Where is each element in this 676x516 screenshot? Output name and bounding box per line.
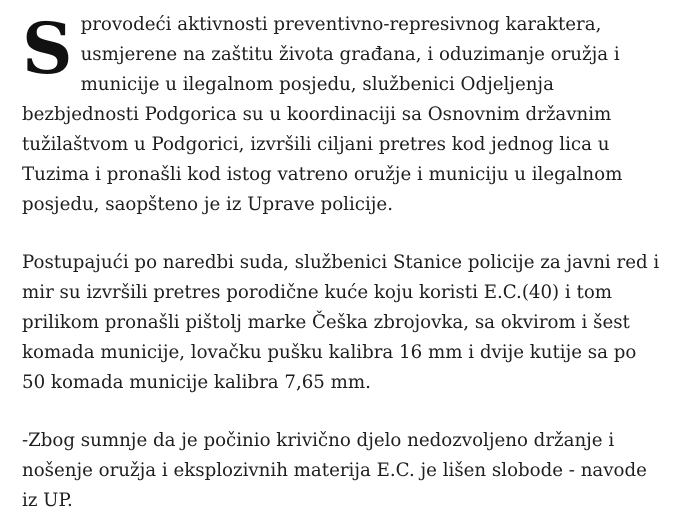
paragraph-3: -Zbog sumnje da je počinio krivično djelo nedozvoljeno držanje i nošenje oružja i eksplozivnih materija E.C. je lišen slobode - navode iz UP. <box>22 430 647 511</box>
paragraph-1 <box>22 7 662 220</box>
drop-cap: S <box>22 7 73 90</box>
article-body <box>22 7 662 516</box>
paragraph-2: Postupajući po naredbi suda, službenici Stanice policije za javni red i mir su izvršili pretres porodične kuće koju koristi E.C.(40) i tom prilikom pronašli pištolj marke Češka zbrojovka, sa okvirom i šest komada municije, lovačku pušku kalibra 16 mm i dvije kutije sa po 50 komada municije kalibra 7,65 mm. <box>22 252 660 393</box>
paragraph-1-text: provodeći aktivnosti preventivno-represivnog karaktera, usmjerene na zaštitu života građana, i oduzimanje oružja i municije u ilegalnom posjedu, službenici Odjeljenja bezbjednosti Podgorica su u koordinaciji sa Osnovnim državnim tužilaštvom u Podgorici, izvršili ciljani pretres kod jednog lica u Tuzima i pronašli kod istog vatreno oružje i municiju u ilegalnom posjedu, saopšteno je iz Uprave policije. <box>22 14 623 215</box>
